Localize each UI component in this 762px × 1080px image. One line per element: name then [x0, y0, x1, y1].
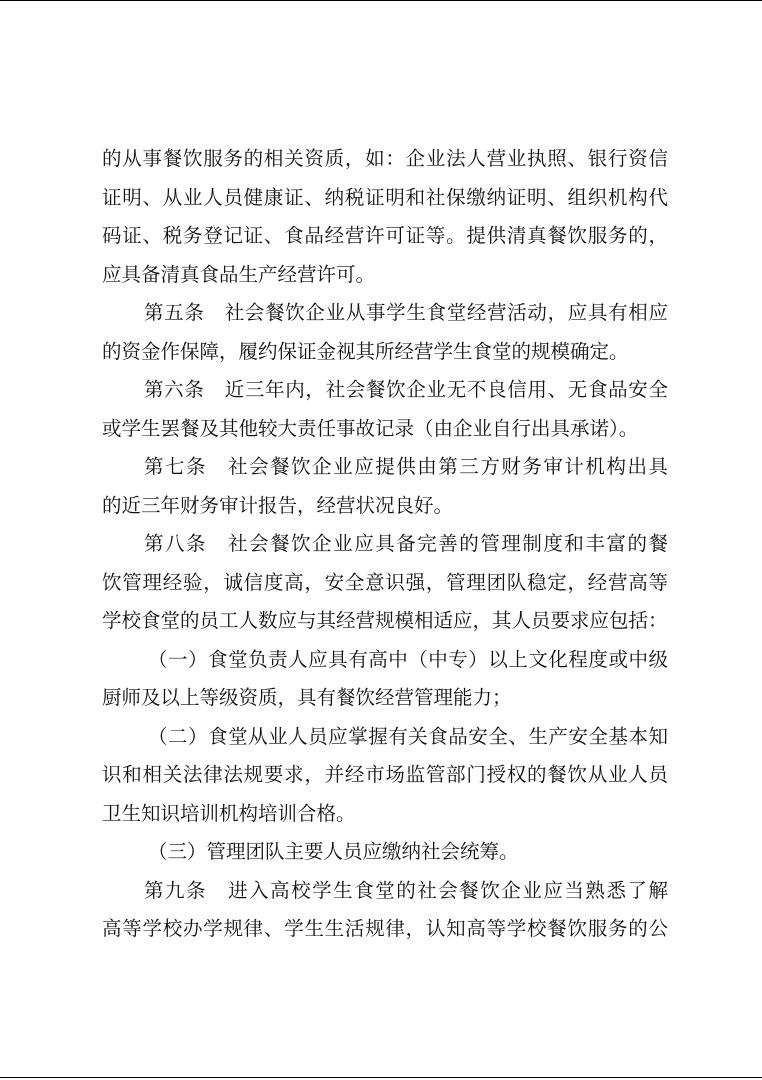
article-5-line: 第五条 社会餐饮企业从事学生食堂经营活动，应具有相应: [144, 301, 668, 324]
text-line: 证明、从业人员健康证、纳税证明和社保缴纳证明、组织机构代: [102, 185, 668, 209]
text-line: 识和相关法律法规要求，并经市场监管部门授权的餐饮从业人员: [102, 763, 668, 786]
text-line: 的近三年财务审计报告，经营状况良好。: [102, 493, 454, 517]
text-line: 或学生罢餐及其他较大责任事故记录（由企业自行出具承诺）。: [102, 416, 639, 440]
item-1-line: （一）食堂负责人应具有高中（中专）以上文化程度或中级: [148, 647, 668, 671]
article-8-line: 第八条 社会餐饮企业应具备完善的管理制度和丰富的餐: [144, 532, 668, 555]
document-body: [102, 140, 668, 949]
text-line: 的资金作保障，履约保证金视其所经营学生食堂的规模确定。: [102, 339, 629, 363]
text-line: 应具备清真食品生产经营许可。: [102, 262, 376, 286]
item-2-line: （二）食堂从业人员应掌握有关食品安全、生产安全基本知: [148, 724, 668, 748]
article-7-line: 第七条 社会餐饮企业应提供由第三方财务审计机构出具: [144, 455, 668, 478]
article-6-line: 第六条 近三年内，社会餐饮企业无不良信用、无食品安全: [144, 378, 668, 401]
item-3-line: （三）管理团队主要人员应缴纳社会统筹。: [148, 840, 519, 863]
text-line: 码证、税务登记证、食品经营许可证等。提供清真餐饮服务的，: [102, 224, 668, 247]
text-line: 饮管理经验，诚信度高，安全意识强，管理团队稳定，经营高等: [102, 570, 668, 594]
top-rule: [0, 0, 762, 1]
text-line: 学校食堂的员工人数应与其经营规模相适应，其人员要求应包括：: [102, 609, 668, 632]
bottom-rule: [0, 1077, 762, 1078]
text-line: 卫生知识培训机构培训合格。: [102, 801, 356, 825]
text-line: 厨师及以上等级资质，具有餐饮经营管理能力；: [102, 686, 512, 709]
text-line: 的从事餐饮服务的相关资质，如：企业法人营业执照、银行资信: [102, 147, 668, 170]
text-line: 高等学校办学规律、学生生活规律，认知高等学校餐饮服务的公: [102, 917, 668, 940]
article-9-line: 第九条 进入高校学生食堂的社会餐饮企业应当熟悉了解: [144, 878, 668, 902]
